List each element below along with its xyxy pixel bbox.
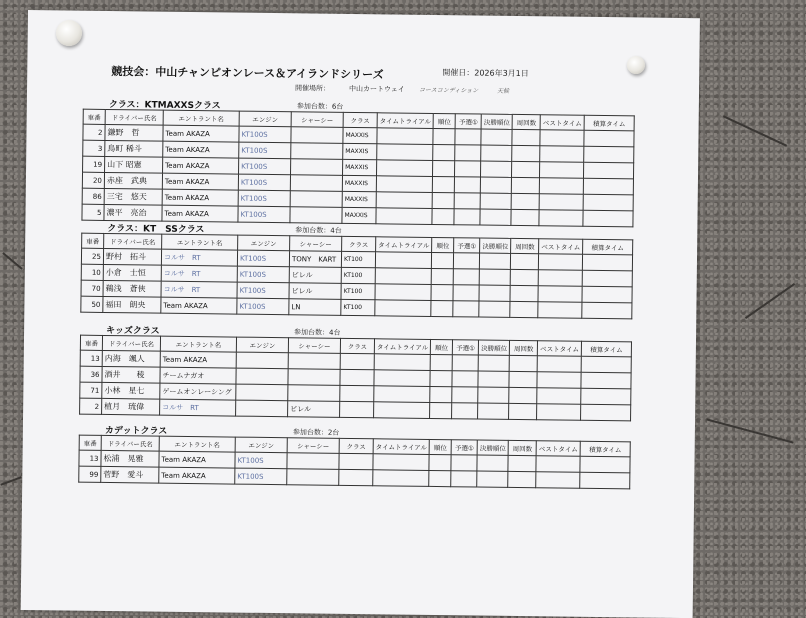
engine-cell [236,400,288,417]
engine-cell [236,352,288,369]
engine-cell: KT100S [237,298,289,315]
empty-result-cell [538,302,582,319]
column-header: ドライバー氏名 [105,109,163,125]
car-number: 71 [80,382,102,398]
column-header: 予選① [454,238,480,253]
empty-result-cell [432,208,454,224]
empty-result-cell [480,209,511,225]
entrant-name: Team AKAZA [163,141,239,158]
empty-result-cell [540,162,584,179]
empty-result-cell [581,372,631,389]
class-cell: KT100 [341,283,375,299]
column-header: クラス [343,112,377,127]
thumbtack-pin-left [56,20,82,46]
column-header: タイムトライアル [373,439,429,455]
empty-result-cell [481,145,512,161]
driver-name: 野村 拓斗 [103,248,161,265]
column-header: ドライバー氏名 [104,233,162,249]
chassis-cell: ビレル [289,267,341,284]
entry-count: 参加台数：2台 [292,428,340,437]
chassis-cell [291,143,343,160]
empty-result-cell [375,268,431,285]
class-label: カデットクラス [104,425,168,437]
results-table [79,335,632,422]
column-header: エントラント名 [159,436,235,452]
chassis-cell [288,353,340,370]
empty-result-cell [373,454,429,471]
event-title: 競技会：中山チャンピオンレース＆アイランドシリーズ [111,65,384,82]
column-header: 決勝順位 [481,114,512,129]
car-number: 86 [82,188,104,204]
empty-result-cell [374,370,430,387]
column-header: シャーシー [290,236,342,252]
engine-cell: KT100S [237,266,289,283]
entrant-name: Team AKAZA [163,157,239,174]
empty-result-cell [582,254,632,271]
column-header: 決勝順位 [480,238,511,253]
empty-result-cell [374,386,430,403]
empty-result-cell [433,144,455,160]
column-header: 積算タイム [581,341,631,357]
column-header: 予選① [453,340,479,355]
class-label: クラス：KT SSクラス [107,223,205,236]
empty-result-cell [540,178,584,195]
column-header: 積算タイム [584,115,634,131]
empty-result-cell [538,286,582,303]
driver-name: 鳥町 稀斗 [105,140,163,157]
empty-result-cell [582,270,632,287]
empty-result-cell [452,387,478,403]
empty-result-cell [537,388,581,405]
empty-result-cell [374,402,430,419]
class-cell [340,385,374,401]
chassis-cell [287,469,339,486]
empty-result-cell [376,176,432,193]
driver-name: 小倉 士恒 [103,264,161,281]
empty-result-cell [583,210,633,227]
column-header: エンジン [239,111,291,127]
column-header: 車番 [79,435,101,450]
chassis-cell: ビレル [288,401,340,418]
empty-result-cell [375,284,431,301]
entrant-name: Team AKAZA [163,125,239,142]
column-header: シャーシー [287,438,339,454]
results-table [80,233,633,320]
empty-result-cell [376,192,432,209]
empty-result-cell [479,285,510,301]
empty-result-cell [453,301,479,317]
chassis-cell [287,453,339,470]
empty-result-cell [433,176,455,192]
empty-result-cell [511,209,539,225]
empty-result-cell [478,355,509,371]
car-number: 99 [79,466,101,482]
empty-result-cell [375,252,431,269]
empty-result-cell [431,268,453,284]
entrant-name: Team AKAZA [162,205,238,222]
column-header: 車番 [82,233,104,248]
empty-result-cell [478,371,509,387]
chassis-cell: LN [289,299,341,316]
driver-name: 福田 朗央 [103,296,161,313]
empty-result-cell [510,269,538,285]
class-cell [340,369,374,385]
empty-result-cell [510,301,538,317]
empty-result-cell [455,161,481,177]
empty-result-cell [377,160,433,177]
empty-result-cell [430,354,452,370]
engine-cell: KT100S [238,190,290,207]
empty-result-cell [583,194,633,211]
thumbtack-pin-right [627,56,645,74]
empty-result-cell [581,388,631,405]
column-header: 決勝順位 [479,340,510,355]
empty-result-cell [540,146,584,163]
column-header: タイムトライアル [376,237,432,253]
empty-result-cell [584,146,634,163]
column-header: エントラント名 [163,110,239,126]
column-header: エントラント名 [162,234,238,250]
column-header: タイムトライアル [377,113,433,129]
chassis-cell [291,159,343,176]
column-header: ベストタイム [540,115,584,131]
driver-name: 酒井 稜 [102,366,160,383]
empty-result-cell [454,209,480,225]
column-header: エンジン [235,437,287,453]
empty-result-cell [509,403,537,419]
class-cell: KT100 [341,299,375,315]
column-header: クラス [339,438,373,453]
entrant-name: Team AKAZA [162,189,238,206]
car-number: 50 [81,296,103,312]
empty-result-cell [433,160,455,176]
empty-result-cell [481,177,512,193]
empty-result-cell [453,269,479,285]
class-label: クラス：KTMAXXSクラス [108,99,221,112]
column-header: 順位 [432,237,454,252]
column-header: 順位 [433,113,455,128]
column-header: シャーシー [288,338,340,354]
driver-name: 鎌野 哲 [105,124,163,141]
engine-cell: KT100S [237,250,289,267]
entrant-name: Team AKAZA [159,451,235,468]
empty-result-cell [431,300,453,316]
driver-name: 濃平 亮治 [104,204,162,221]
column-header: シャーシー [291,112,343,128]
chassis-cell: ビレル [289,283,341,300]
empty-result-cell [539,254,583,271]
class-cell: KT100 [341,251,375,267]
chassis-cell [290,175,342,192]
weather-label: 天候 [496,87,510,95]
column-header: 積算タイム [583,239,633,255]
empty-result-cell [508,471,536,487]
column-header: クラス [342,236,376,251]
chassis-cell: TONY KART [289,251,341,268]
empty-result-cell [377,144,433,161]
empty-result-cell [479,301,510,317]
engine-cell: KT100S [239,142,291,159]
entrant-name: Team AKAZA [160,351,236,368]
driver-name: 鵜浅 蒼俠 [103,280,161,297]
empty-result-cell [479,269,510,285]
entrant-name: Team AKAZA [159,467,235,484]
empty-result-cell [431,284,453,300]
entry-count: 参加台数：4台 [295,226,342,235]
chassis-cell [291,127,343,144]
chassis-cell [288,369,340,386]
empty-result-cell [512,129,540,145]
class-cell [339,453,373,469]
column-header: 決勝順位 [477,440,508,455]
entrant-name: コルサ RT [161,265,237,282]
results-table [81,109,634,228]
empty-result-cell [580,472,630,489]
engine-cell: KT100S [238,206,290,223]
empty-result-cell [581,404,631,421]
empty-result-cell [377,128,433,145]
entry-count: 参加台数：6台 [296,102,344,111]
empty-result-cell [452,355,478,371]
empty-result-cell [453,285,479,301]
driver-name: 三宅 悠天 [104,188,162,205]
column-header: 周回数 [512,114,540,129]
empty-result-cell [536,472,580,489]
column-header: 周回数 [508,440,536,455]
class-cell: MAXXIS [342,175,376,191]
entrant-name: コルサ RT [161,281,237,298]
entrant-name: チームナガオ [160,367,236,384]
empty-result-cell [454,253,480,269]
empty-result-cell [432,252,454,268]
column-header: ベストタイム [536,441,580,457]
class-cell: MAXXIS [343,127,377,143]
empty-result-cell [509,387,537,403]
empty-result-cell [430,370,452,386]
car-number: 10 [81,264,103,280]
engine-cell [236,384,288,401]
column-header: ドライバー氏名 [102,335,160,351]
engine-cell: KT100S [237,282,289,299]
empty-result-cell [376,208,432,225]
empty-result-cell [582,286,632,303]
column-header: エントラント名 [160,336,236,352]
empty-result-cell [538,270,582,287]
column-header: エンジン [238,235,290,251]
empty-result-cell [429,454,451,470]
empty-result-cell [478,403,509,419]
class-label: キッズクラス [106,325,160,337]
column-header: 車番 [80,335,102,350]
car-number: 20 [82,172,104,188]
column-header: 車番 [83,109,105,124]
empty-result-cell [478,387,509,403]
empty-result-cell [454,193,480,209]
empty-result-cell [455,129,481,145]
empty-result-cell [455,145,481,161]
column-header: ドライバー氏名 [101,435,159,451]
chassis-cell [288,385,340,402]
column-header: エンジン [236,337,288,353]
empty-result-cell [510,285,538,301]
class-cell: MAXXIS [342,191,376,207]
empty-result-cell [508,455,536,471]
car-number: 2 [83,124,105,140]
column-header: 積算タイム [580,441,630,457]
empty-result-cell [509,371,537,387]
empty-result-cell [455,177,481,193]
empty-result-cell [511,253,539,269]
venue-value: 中山カートウェイ [349,84,405,94]
event-date: 開催日：2026年3月1日 [442,68,529,79]
entrant-name: Team AKAZA [161,297,237,314]
empty-result-cell [452,403,478,419]
entrant-name: Team AKAZA [162,173,238,190]
car-number: 3 [83,140,105,156]
venue-label: 開催場所： [295,84,331,93]
class-cell: MAXXIS [343,143,377,159]
empty-result-cell [512,177,540,193]
class-cell [340,353,374,369]
results-table [78,435,631,490]
class-cell: MAXXIS [343,159,377,175]
column-header: 周回数 [510,340,538,355]
course-condition-label: コースコンディション [419,86,479,95]
driver-name: 山下 昭憲 [105,156,163,173]
empty-result-cell [451,471,477,487]
car-number: 19 [83,156,105,172]
column-header: 順位 [431,339,453,354]
driver-name: 内海 颯人 [102,350,160,367]
engine-cell: KT100S [239,158,291,175]
empty-result-cell [539,210,583,227]
column-header: 予選① [451,440,477,455]
driver-name: 松浦 晃雅 [101,450,159,467]
driver-name: 植月 琉偉 [102,398,160,415]
column-header: 予選① [455,114,481,129]
empty-result-cell [429,470,451,486]
driver-name: 小林 星七 [102,382,160,399]
entry-count: 参加台数：4台 [294,328,341,337]
empty-result-cell [537,356,581,373]
empty-result-cell [430,402,452,418]
chassis-cell [290,207,342,224]
empty-result-cell [375,300,431,317]
empty-result-cell [580,456,630,473]
empty-result-cell [582,302,632,319]
car-number: 36 [80,366,102,382]
empty-result-cell [432,192,454,208]
empty-result-cell [477,471,508,487]
empty-result-cell [374,354,430,371]
empty-result-cell [512,145,540,161]
entrant-name: コルサ RT [160,399,236,416]
empty-result-cell [430,386,452,402]
empty-result-cell [584,162,634,179]
class-cell [340,401,374,417]
empty-result-cell [433,128,455,144]
entrant-name: コルサ RT [161,249,237,266]
engine-cell: KT100S [235,452,287,469]
empty-result-cell [583,178,633,195]
column-header: ベストタイム [539,239,583,255]
empty-result-cell [537,372,581,389]
empty-result-cell [451,455,477,471]
empty-result-cell [452,371,478,387]
empty-result-cell [512,161,540,177]
empty-result-cell [511,193,539,209]
empty-result-cell [477,455,508,471]
column-header: 順位 [429,439,451,454]
car-number: 5 [82,204,104,220]
engine-cell: KT100S [235,468,287,485]
empty-result-cell [537,404,581,421]
empty-result-cell [373,470,429,487]
chassis-cell [290,191,342,208]
empty-result-cell [584,130,634,147]
engine-cell: KT100S [239,126,291,143]
empty-result-cell [481,161,512,177]
empty-result-cell [536,456,580,473]
results-sheet [21,10,700,618]
empty-result-cell [480,253,511,269]
class-cell [339,469,373,485]
car-number: 13 [80,350,102,366]
column-header: タイムトライアル [374,339,430,355]
empty-result-cell [539,194,583,211]
driver-name: 菅野 愛斗 [101,466,159,483]
class-cell: MAXXIS [342,207,376,223]
car-number: 13 [79,450,101,466]
car-number: 70 [81,280,103,296]
engine-cell: KT100S [238,174,290,191]
class-cell: KT100 [341,267,375,283]
empty-result-cell [481,129,512,145]
car-number: 2 [80,398,102,414]
entrant-name: ゲームオンレーシング [160,383,236,400]
empty-result-cell [581,356,631,373]
column-header: クラス [340,338,374,353]
driver-name: 赤座 武典 [104,172,162,189]
car-number: 25 [81,248,103,264]
column-header: ベストタイム [538,341,582,357]
empty-result-cell [480,193,511,209]
empty-result-cell [540,130,584,147]
engine-cell [236,368,288,385]
empty-result-cell [509,355,537,371]
column-header: 周回数 [511,238,539,253]
